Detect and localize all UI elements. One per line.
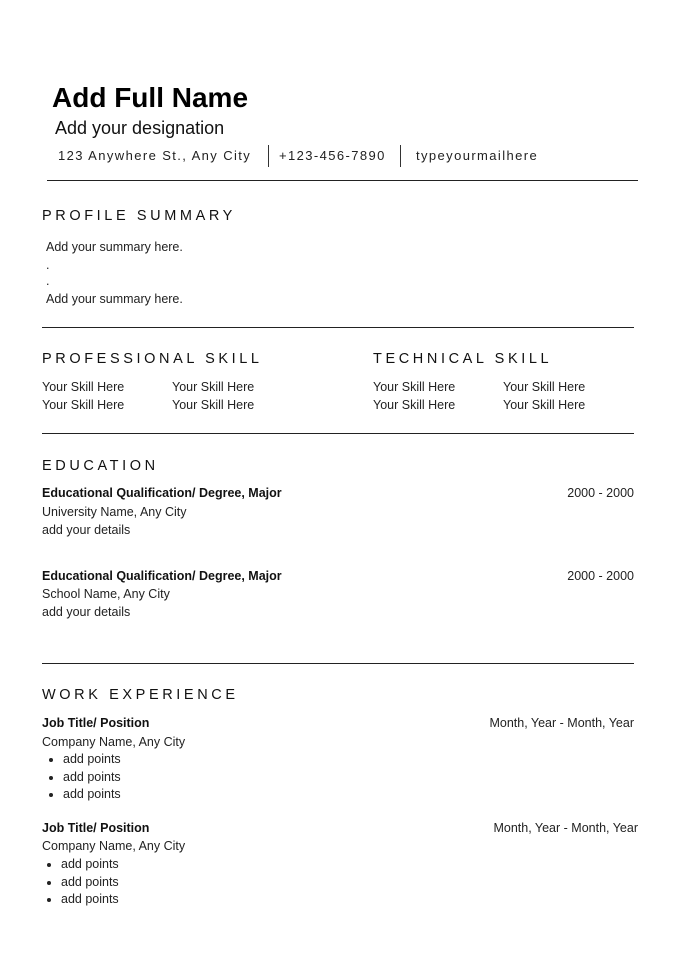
professional-skill-item: Your Skill Here	[172, 380, 255, 394]
technical-skill-item: Your Skill Here	[373, 380, 456, 394]
email: typeyourmailhere	[416, 148, 539, 163]
full-name: Add Full Name	[52, 82, 249, 113]
professional-skill-item: Your Skill Here	[42, 398, 125, 412]
summary-line: .	[46, 258, 50, 272]
education-details: add your details	[42, 523, 131, 537]
job-point: • add points	[61, 856, 119, 874]
education-institution: University Name, Any City	[42, 505, 187, 519]
job-point: • add points	[63, 751, 121, 769]
section-divider	[42, 663, 634, 664]
phone: +123-456-7890	[279, 148, 386, 163]
job-points	[40, 856, 119, 909]
profile-summary-heading: PROFILE SUMMARY	[42, 208, 236, 224]
address: 123 Anywhere St., Any City	[58, 148, 252, 163]
job-point: • add points	[63, 786, 121, 804]
professional-skill-item: Your Skill Here	[42, 380, 125, 394]
contact-divider	[400, 145, 401, 167]
section-divider	[42, 327, 634, 328]
education-title: Educational Qualification/ Degree, Major	[42, 569, 282, 583]
work-experience-heading: WORK EXPERIENCE	[42, 687, 239, 703]
designation: Add your designation	[55, 118, 225, 138]
header-divider	[47, 180, 638, 181]
job-point: • add points	[61, 874, 119, 892]
professional-skill-item: Your Skill Here	[172, 398, 255, 412]
education-title: Educational Qualification/ Degree, Major	[42, 486, 282, 500]
job-title: Job Title/ Position	[42, 716, 150, 730]
summary-line: Add your summary here.	[46, 292, 183, 306]
technical-skill-item: Your Skill Here	[503, 398, 586, 412]
education-date: 2000 - 2000	[567, 569, 634, 583]
education-details: add your details	[42, 605, 131, 619]
education-heading: EDUCATION	[42, 458, 159, 474]
technical-skill-item: Your Skill Here	[503, 380, 586, 394]
contact-divider	[268, 145, 269, 167]
job-date: Month, Year - Month, Year	[489, 716, 634, 730]
education-institution: School Name, Any City	[42, 587, 170, 601]
technical-skill-heading: TECHNICAL SKILL	[373, 351, 553, 367]
job-date: Month, Year - Month, Year	[493, 821, 638, 835]
job-point: • add points	[61, 891, 119, 909]
technical-skill-item: Your Skill Here	[373, 398, 456, 412]
job-point: • add points	[63, 769, 121, 787]
summary-line: Add your summary here.	[46, 240, 183, 254]
company-name: Company Name, Any City	[42, 839, 186, 853]
company-name: Company Name, Any City	[42, 735, 186, 749]
education-date: 2000 - 2000	[567, 486, 634, 500]
job-title: Job Title/ Position	[42, 821, 150, 835]
section-divider	[42, 433, 634, 434]
job-points	[42, 751, 121, 804]
summary-line: .	[46, 274, 50, 288]
professional-skill-heading: PROFESSIONAL SKILL	[42, 351, 263, 367]
